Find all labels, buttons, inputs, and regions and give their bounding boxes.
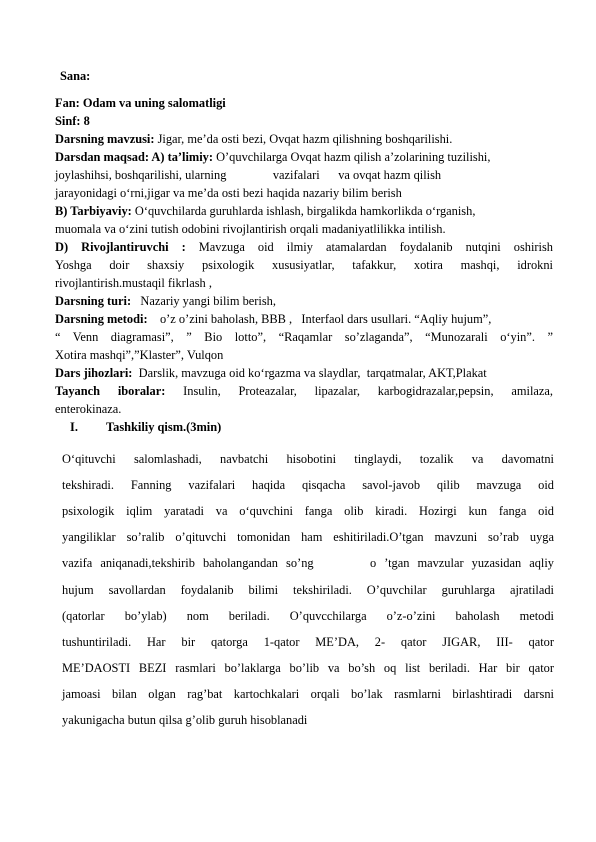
metodi-line: Darsning metodi: o’z o’zini baholash, BBB , Interfaol dars usullari. “Aqliy hujum”, [55,312,492,326]
rivojlantiruvchi-line-3: rivojlantirish.mustaqil fikrlash , [55,276,212,290]
body-line: ME’DAOSTI BEZI rasmlari bo’laklarga bo’lib va bo’sh oq list beriladi. Har bir qator [62,660,554,675]
turi-line: Darsning turi: Nazariy yangi bilim berish, [55,294,276,308]
body-line: yakunigacha butun qilsa g’olib guruh hisoblanadi [62,713,308,727]
body-line: jamoasi bilan olgan rag’bat kartochkalari orqali bo’lak rasmlarni birlashtiradi darsni [62,686,554,701]
body-line: (qatorlar bo’ylab) nom beriladi. O’quvcchilarga o’z-o’zini baholash metodi [62,608,554,623]
body-line: yangiliklar so’ralib o’qituvchi tomonidan ham eshitiriladi.O’tgan mavzuni so’rab uyga [62,530,554,545]
body-line: psixologik iqlim yaratadi va o‘quvchini fanga olib kiradi. Hozirgi kun fanga oid [62,504,554,519]
maqsad-line: Darsdan maqsad: A) ta’limiy: O’quvchilarga Ovqat hazm qilish a’zolarining tuzilishi, [55,150,491,164]
jihozlari-line: Dars jihozlari: Darslik, mavzuga oid ko‘rgazma va slaydlar, tarqatmalar, AKT,Plakat [55,366,487,380]
iboralar-line: Tayanch iboralar: Insulin, Proteazalar, lipazalar, karbogidrazalar,pepsin, amilaza, [55,384,553,398]
section-number: I. [70,420,78,434]
maqsad-line-3: jarayonidagi o‘rni,jigar va me’da osti bezi haqida nazariy bilim berish [55,186,402,200]
iboralar-line-2: enterokinaza. [55,402,122,416]
body-line: tushuntiriladi. Har bir qatorga 1-qator ME’DA, 2- qator JIGAR, III- qator [62,634,554,649]
metodi-line-3: Xotira mashqi”,”Klaster”, Vulqon [55,348,224,362]
fan-line: Fan: Odam va uning salomatligi [55,96,226,110]
maqsad-line-2: joylashihsi, boshqarilishi, ularning vazifalari va ovqat hazm qilish [55,168,442,182]
body-line: tekshiradi. Fanning vazifalari haqida qisqacha savol-javob qilib mavzuga oid [62,478,554,493]
sinf-line: Sinf: 8 [55,114,90,128]
body-line: vazifa aniqanadi,tekshirib baholangandan so’ng o ’tgan mavzular yuzasidan aqliy [62,556,554,571]
tarbiyaviy-line: B) Tarbiyaviy: O‘quvchilarda guruhlarda ishlash, birgalikda hamkorlikda o‘rganish, [55,204,476,218]
body-line: hujum savollardan foydalanib bilimi tekshiriladi. O’quvchilar guruhlarga ajratiladi [62,582,554,597]
mavzu-line: Darsning mavzusi: Jigar, me’da osti bezi, Ovqat hazm qilishning boshqarilishi. [55,132,453,146]
rivojlantiruvchi-line-2: Yoshga doir shaxsiy psixologik xususiyatlar, tafakkur, xotira mashqi, idrokni [55,258,553,272]
tarbiyaviy-line-2: muomala va o‘zini tutish odobini rivojlantirish orqali madaniyatlilikka intilish. [55,222,446,236]
section-title: Tashkiliy qism.(3min) [106,420,222,434]
metodi-line-2: “ Venn diagramasi”, ” Bio lotto”, “Raqamlar so’zlaganda”, “Munozarali o‘yin”. ” [55,330,553,344]
body-line: O‘qituvchi salomlashadi, navbatchi hisobotini tinglaydi, tozalik va davomatni [62,452,554,466]
sana-label: Sana: [60,69,91,83]
rivojlantiruvchi-line: D) Rivojlantiruvchi : Mavzuga oid ilmiy atamalardan foydalanib nutqini oshirish [55,240,553,254]
